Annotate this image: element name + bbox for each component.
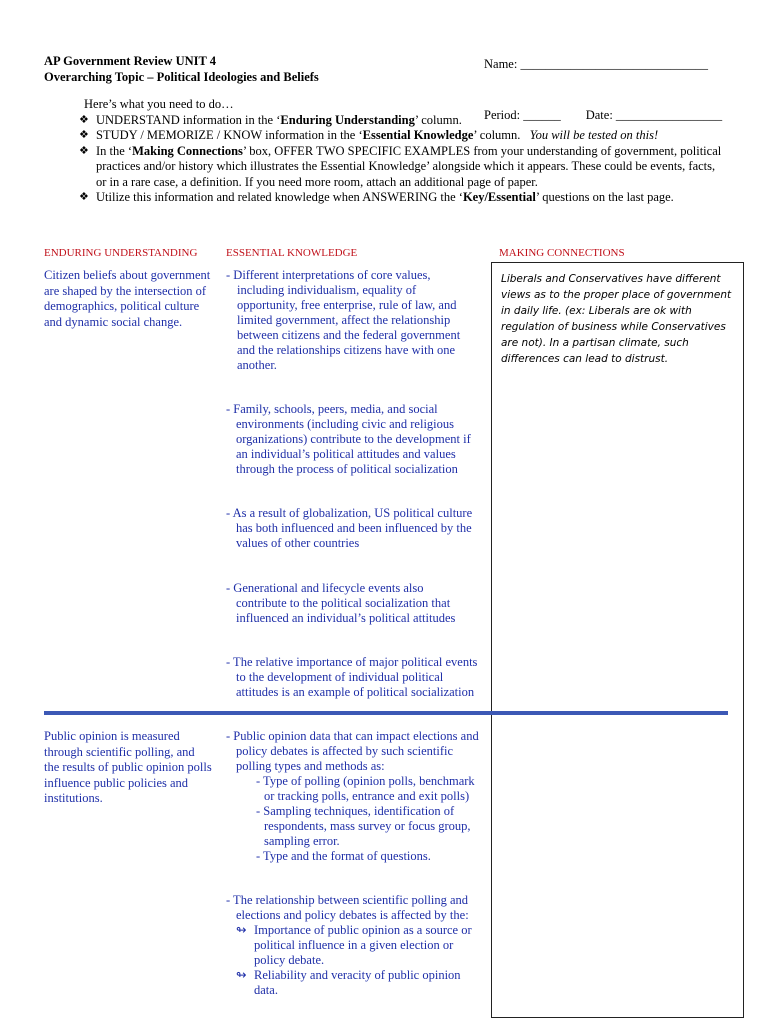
hook-arrow-icon: ↬: [236, 923, 247, 937]
polling-method-item: - Type of polling (opinion polls, benchmark or tracking polls, entrance and exit polls): [256, 774, 475, 803]
title-line-1: AP Government Review UNIT 4: [44, 54, 216, 68]
essential-knowledge-2-2: - The relationship between scientific polling and elections and policy debates is affected by the: ↬ Importance of public opinion as a source or political influence in a given election or policy debate. ↬ Reliability and veracity of public opinion data.: [226, 893, 482, 998]
relationship-item: ↬ Importance of public opinion as a source or political influence in a given election or policy debate.: [236, 923, 472, 967]
period-date-line: Period: ______ Date: _________________: [484, 108, 723, 122]
enduring-understanding-1: Citizen beliefs about government are shaped by the intersection of demographics, political culture and dynamic social change.: [44, 268, 211, 329]
enduring-understanding-2: Public opinion is measured through scientific polling, and the results of public opinion polls influence public policies and institutions.: [44, 729, 212, 805]
making-connections-box[interactable]: [491, 262, 744, 1018]
essential-knowledge-1-5: - The relative importance of major political events to the development of individual political attitudes is an example of political socialization: [226, 655, 478, 699]
polling-method-item: - Type and the format of questions.: [256, 849, 431, 863]
instruction-item: ❖ Utilize this information and related knowledge when ANSWERING the ‘Key/Essential’ questions on the last page.: [79, 190, 674, 204]
essential-knowledge-1-2: - Family, schools, peers, media, and social environments (including civic and religious organizations) contribute to the development if an individual’s political attitudes and values through the process of political socialization: [226, 402, 471, 476]
essential-knowledge-1-4: - Generational and lifecycle events also contribute to the political socialization that influenced an individual’s political attitudes: [226, 581, 456, 625]
diamond-bullet-icon: ❖: [79, 144, 89, 157]
instruction-item: ❖ STUDY / MEMORIZE / KNOW information in the ‘Essential Knowledge’ column. You will be tested on this!: [79, 128, 659, 142]
polling-method-item: - Sampling techniques, identification of respondents, mass survey or focus group, sampling error.: [256, 804, 471, 848]
diamond-bullet-icon: ❖: [79, 129, 89, 141]
name-line: Name: ______________________________: [484, 57, 708, 71]
section-divider: [44, 711, 728, 715]
column-header-connections: MAKING CONNECTIONS: [499, 247, 625, 259]
instruction-item: ❖ In the ‘Making Connections’ box, OFFER TWO SPECIFIC EXAMPLES from your understanding of government, political practices and/or history which illustrates the Essential Knowledge’ alongside which it appears. These could be events, facts, or in a rare case, a definition. If you need more room, attach an additional page of paper.: [79, 143, 722, 189]
instruction-item: ❖ UNDERSTAND information in the ‘Enduring Understanding’ column.: [79, 112, 462, 127]
title-line-2: Overarching Topic – Political Ideologies and Beliefs: [44, 70, 319, 84]
hook-arrow-icon: ↬: [236, 968, 247, 982]
essential-knowledge-1-3: - As a result of globalization, US political culture has both influenced and been influenced by the values of other countries: [226, 506, 473, 550]
essential-knowledge-2-1: - Public opinion data that can impact elections and policy debates is affected by such scientific polling types and methods as: - Type of polling (opinion polls, benchmark or tracking polls, entrance and exit polls) - Sampling techniques, identification of respondents, mass survey or focus group, sampling error. - Type and the format of questions.: [226, 729, 482, 864]
tested-note: You will be tested on this!: [529, 128, 659, 142]
column-header-essential: ESSENTIAL KNOWLEDGE: [226, 247, 358, 259]
diamond-bullet-icon: ❖: [79, 113, 89, 126]
essential-knowledge-1-1: - Different interpretations of core values, including individualism, equality of opportunity, free enterprise, rule of law, and limited government, affect the relationship between citizens and the federal government and the relationships citizens have with one another.: [226, 268, 461, 372]
diamond-bullet-icon: ❖: [79, 191, 89, 203]
instructions: [79, 97, 724, 206]
column-header-enduring: ENDURING UNDERSTANDING: [44, 247, 198, 259]
instructions-lead: Here’s what you need to do…: [84, 97, 234, 111]
making-connections-text: Liberals and Conservatives have different views as to the proper place of government in daily life. (ex: Liberals are ok with regulation of business while Conservatives are not). In a partisan climate, such differences can lead to distrust.: [501, 273, 732, 365]
page-title: [44, 53, 319, 85]
relationship-item: ↬ Reliability and veracity of public opinion data.: [236, 968, 461, 997]
